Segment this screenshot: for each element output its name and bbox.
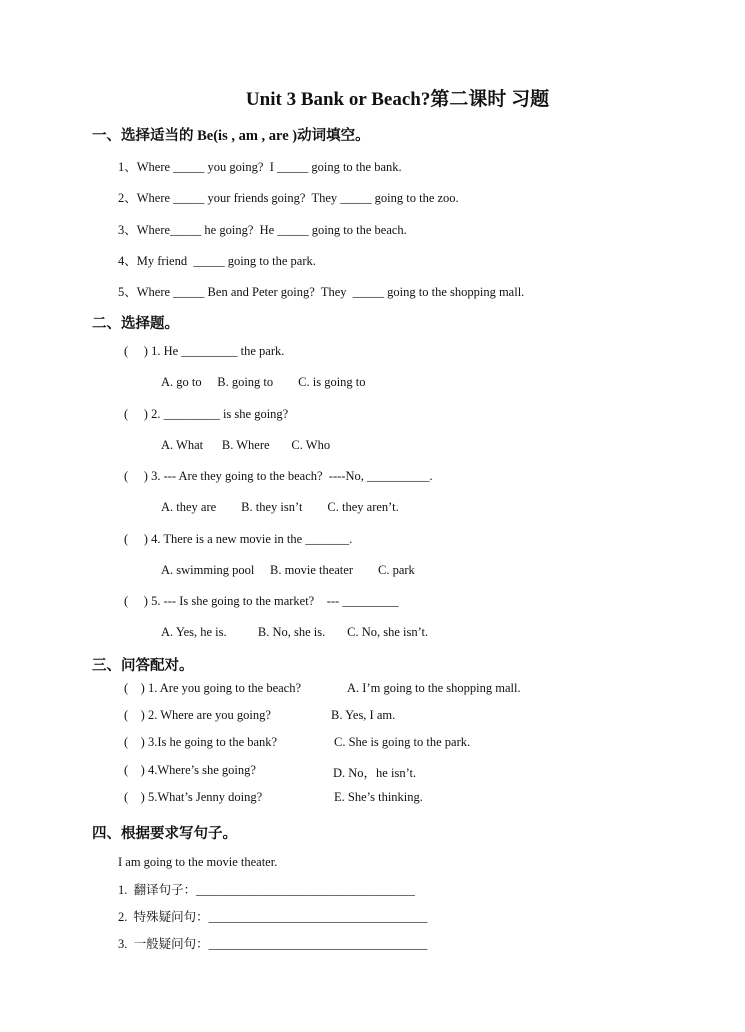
section1-item: 5、Where _____ Ben and Peter going? They _____ going to the shopping mall.: [118, 285, 525, 299]
match-answer: D. No，he isn’t.: [333, 766, 417, 780]
match-question: ( ) 2. Where are you going?: [124, 708, 271, 722]
question: ( ) 4. There is a new movie in the _______.: [124, 532, 353, 546]
answer-options: A. go to B. going to C. is going to: [161, 375, 366, 389]
section1-item: 2、Where _____ your friends going? They _____ going to the zoo.: [118, 191, 459, 205]
match-question: ( ) 4.Where’s she going?: [124, 763, 256, 777]
rewrite-task: 1. 翻译句子：___________________________________: [118, 883, 415, 897]
question: ( ) 1. He _________ the park.: [124, 344, 285, 358]
match-answer: E. She’s thinking.: [334, 790, 423, 804]
answer-options: A. Yes, he is. B. No, she is. C. No, she isn’t.: [161, 625, 429, 639]
section1-heading: 一、选择适当的 Be(is , am , are )动词填空。: [92, 128, 370, 144]
section3-heading: 三、问答配对。: [92, 658, 194, 674]
answer-options: A. What B. Where C. Who: [161, 438, 331, 452]
rewrite-task: 2. 特殊疑问句：___________________________________: [118, 910, 428, 924]
section1-item: 1、Where _____ you going? I _____ going to the bank.: [118, 160, 402, 174]
section4-heading: 四、根据要求写句子。: [92, 826, 237, 842]
question: ( ) 3. --- Are they going to the beach? ----No, __________.: [124, 469, 433, 483]
match-answer: C. She is going to the park.: [334, 735, 471, 749]
question: ( ) 5. --- Is she going to the market? --- _________: [124, 594, 399, 608]
match-answer: B. Yes, I am.: [331, 708, 396, 722]
answer-options: A. swimming pool B. movie theater C. park: [161, 563, 415, 577]
rewrite-task: 3. 一般疑问句：___________________________________: [118, 937, 428, 951]
match-question: ( ) 3.Is he going to the bank?: [124, 735, 278, 749]
match-question: ( ) 1. Are you going to the beach?: [124, 681, 302, 695]
given-sentence: I am going to the movie theater.: [118, 855, 278, 869]
section2-heading: 二、选择题。: [92, 316, 179, 332]
section1-item: 4、My friend _____ going to the park.: [118, 254, 316, 268]
match-question: ( ) 5.What’s Jenny doing?: [124, 790, 263, 804]
page-title: Unit 3 Bank or Beach?第二课时 习题: [245, 89, 550, 110]
section1-item: 3、Where_____ he going? He _____ going to the beach.: [118, 223, 407, 237]
answer-options: A. they are B. they isn’t C. they aren’t.: [161, 500, 399, 514]
question: ( ) 2. _________ is she going?: [124, 407, 289, 421]
match-answer: A. I’m going to the shopping mall.: [347, 681, 521, 695]
